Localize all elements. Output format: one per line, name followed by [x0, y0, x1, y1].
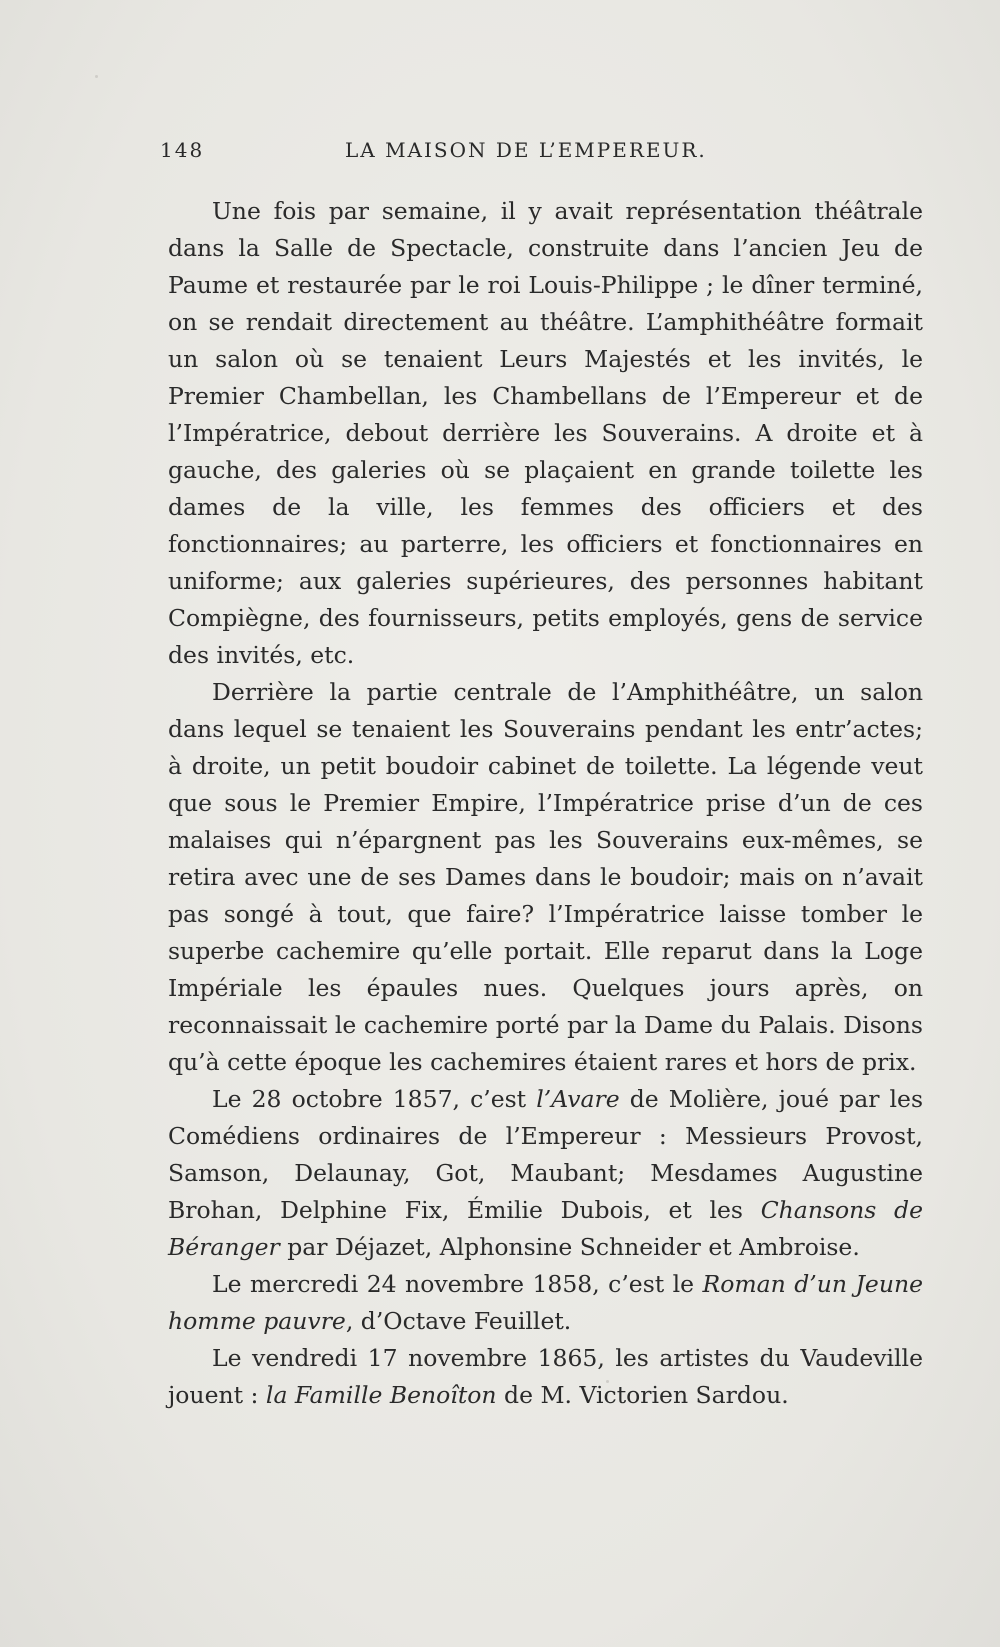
text-run: , d’Octave Feuillet.: [345, 1307, 572, 1335]
paragraph-3: [168, 1081, 923, 1266]
work-title: la Famille Benoîton: [265, 1381, 497, 1409]
body-text: [168, 193, 923, 1414]
text-run: de M. Victorien Sardou.: [496, 1381, 789, 1409]
paragraph-4: [168, 1266, 923, 1340]
work-title: l’Avare: [536, 1085, 620, 1113]
work-title: Chansons de Béranger: [168, 1196, 923, 1261]
text-run: par Déjazet, Alphonsine Schneider et Ambroise.: [279, 1233, 860, 1261]
running-title: LA MAISON DE L’EMPEREUR.: [345, 138, 707, 162]
page-number: 148: [160, 138, 205, 162]
text-run: Le mercredi 24 novembre 1858, c’est le: [212, 1270, 703, 1298]
text-run: Le vendredi 17 novembre 1865, les artistes du Vaudeville jouent :: [168, 1344, 923, 1409]
paper-speck: [95, 75, 98, 78]
paragraph-5: [168, 1340, 923, 1414]
text-run: de Molière, joué par les Comédiens ordinaires de l’Empereur : Messieurs Provost, Samson, Delaunay, Got, Maubant; Mesdames Augustine Brohan, Delphine Fix, Émilie Dubois, et les: [168, 1085, 924, 1224]
page-header: [160, 138, 730, 168]
paragraph-2: Derrière la partie centrale de l’Amphithéâtre, un salon dans lequel se tenaient les Souverains pendant les entr’actes; à droite, un petit boudoir cabinet de toilette. La légende veut que sous le Premier Empire, l’Impératrice prise d’un de ces malaises qui n’épargnent pas les Souverains eux-mêmes, se retira avec une de ses Dames dans le boudoir; mais on n’avait pas songé à tout, que faire? l’Impératrice laisse tomber le superbe cachemire qu’elle portait. Elle reparut dans la Loge Impériale les épaules nues. Quelques jours après, on reconnaissait le cachemire porté par la Dame du Palais. Disons qu’à cette époque les cachemires étaient rares et hors de prix.: [168, 678, 923, 1076]
work-title: Roman d’un Jeune homme pauvre: [168, 1270, 924, 1335]
text-run: Le 28 octobre 1857, c’est: [212, 1085, 537, 1113]
paragraph-1: Une fois par semaine, il y avait représentation théâtrale dans la Salle de Spectacle, construite dans l’ancien Jeu de Paume et restaurée par le roi Louis-Philippe ; le dîner terminé, on se rendait directement au théâtre. L’amphithéâtre formait un salon où se tenaient Leurs Majestés et les invités, le Premier Chambellan, les Chambellans de l’Empereur et de l’Impératrice, debout derrière les Souverains. A droite et à gauche, des galeries où se plaçaient en grande toilette les dames de la ville, les femmes des officiers et des fonctionnaires; au parterre, les officiers et fonctionnaires en uniforme; aux galeries supérieures, des personnes habitant Compiègne, des fournisseurs, petits employés, gens de service des invités, etc.: [168, 197, 923, 669]
